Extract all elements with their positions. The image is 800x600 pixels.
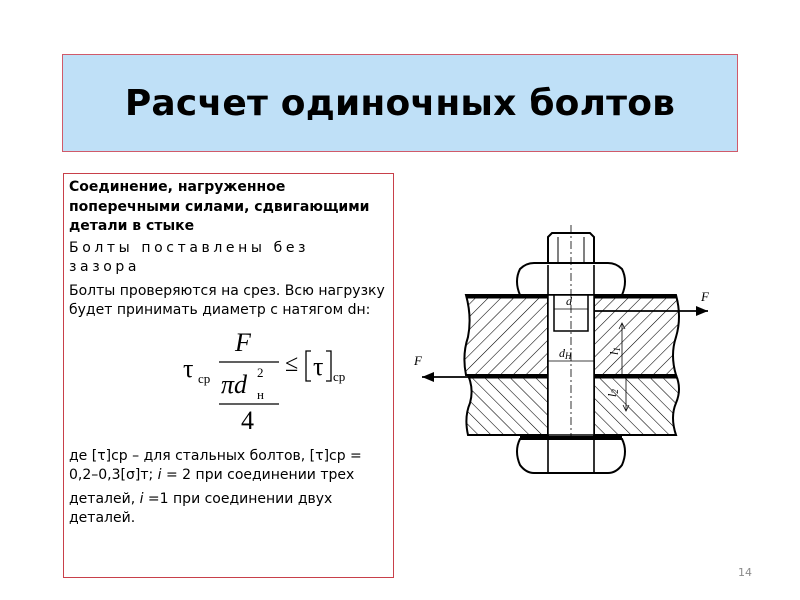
gapless-text: Болты поставлены без зазора bbox=[69, 239, 310, 275]
label-l2: l2 bbox=[605, 389, 620, 397]
where-i2: i bbox=[139, 490, 144, 507]
formula-numerator: F bbox=[235, 327, 251, 357]
force-left-arrowhead bbox=[422, 372, 434, 382]
formula-power: 2 bbox=[257, 364, 264, 380]
top-plate-left bbox=[464, 295, 548, 375]
formula-rhs-tau: τ bbox=[313, 351, 324, 381]
shear-formula bbox=[69, 321, 388, 433]
force-left-label: F bbox=[414, 353, 422, 368]
formula-relation: ≤ bbox=[285, 350, 299, 377]
label-dh: dH bbox=[559, 346, 572, 361]
formula-four: 4 bbox=[241, 405, 254, 433]
formula-rhs-sub: ср bbox=[333, 368, 346, 384]
bottom-plate-left bbox=[466, 375, 548, 435]
check-text-content: Болты проверяются на срез. Всю нагрузку будет принимать диаметр с натягом dн: bbox=[69, 282, 385, 318]
formula-tau: τ bbox=[183, 353, 194, 383]
page-number: 14 bbox=[738, 566, 752, 579]
bolt-joint-drawing bbox=[408, 225, 728, 485]
where-text-2 bbox=[69, 490, 388, 529]
formula-denom-sub: н bbox=[257, 386, 264, 402]
force-right-label: F bbox=[701, 289, 709, 304]
check-text bbox=[69, 282, 388, 321]
title-banner bbox=[62, 54, 738, 152]
content-box bbox=[63, 173, 394, 578]
slide-title: Расчет одиночных болтов bbox=[124, 82, 676, 124]
formula-tau-sub: ср bbox=[198, 370, 211, 386]
where-part-2: = 2 при соединении трех bbox=[161, 467, 355, 483]
formula-bracket-right bbox=[326, 351, 331, 381]
top-plate-right bbox=[594, 295, 679, 375]
bolt-head bbox=[517, 439, 625, 473]
formula-pi-d: πd bbox=[221, 369, 248, 399]
force-right-arrowhead bbox=[696, 306, 708, 316]
bottom-plate-right bbox=[594, 375, 679, 435]
formula-graphic bbox=[179, 321, 359, 433]
label-d: d bbox=[566, 294, 572, 308]
formula-bracket-left bbox=[306, 351, 311, 381]
where-part-4: =1 при соединении двух деталей. bbox=[69, 490, 333, 526]
where-text bbox=[69, 447, 388, 486]
section-heading: Соединение, нагруженное поперечными силами, сдвигающими детали в стыке bbox=[69, 179, 370, 234]
where-part-3: деталей, bbox=[69, 490, 140, 507]
where-part-1: де [τ]ср – для стальных болтов, [τ]ср = 0,2–0,3[σ]т; bbox=[69, 447, 362, 483]
where-i: i bbox=[157, 467, 162, 483]
label-l1: l1 bbox=[607, 347, 622, 355]
